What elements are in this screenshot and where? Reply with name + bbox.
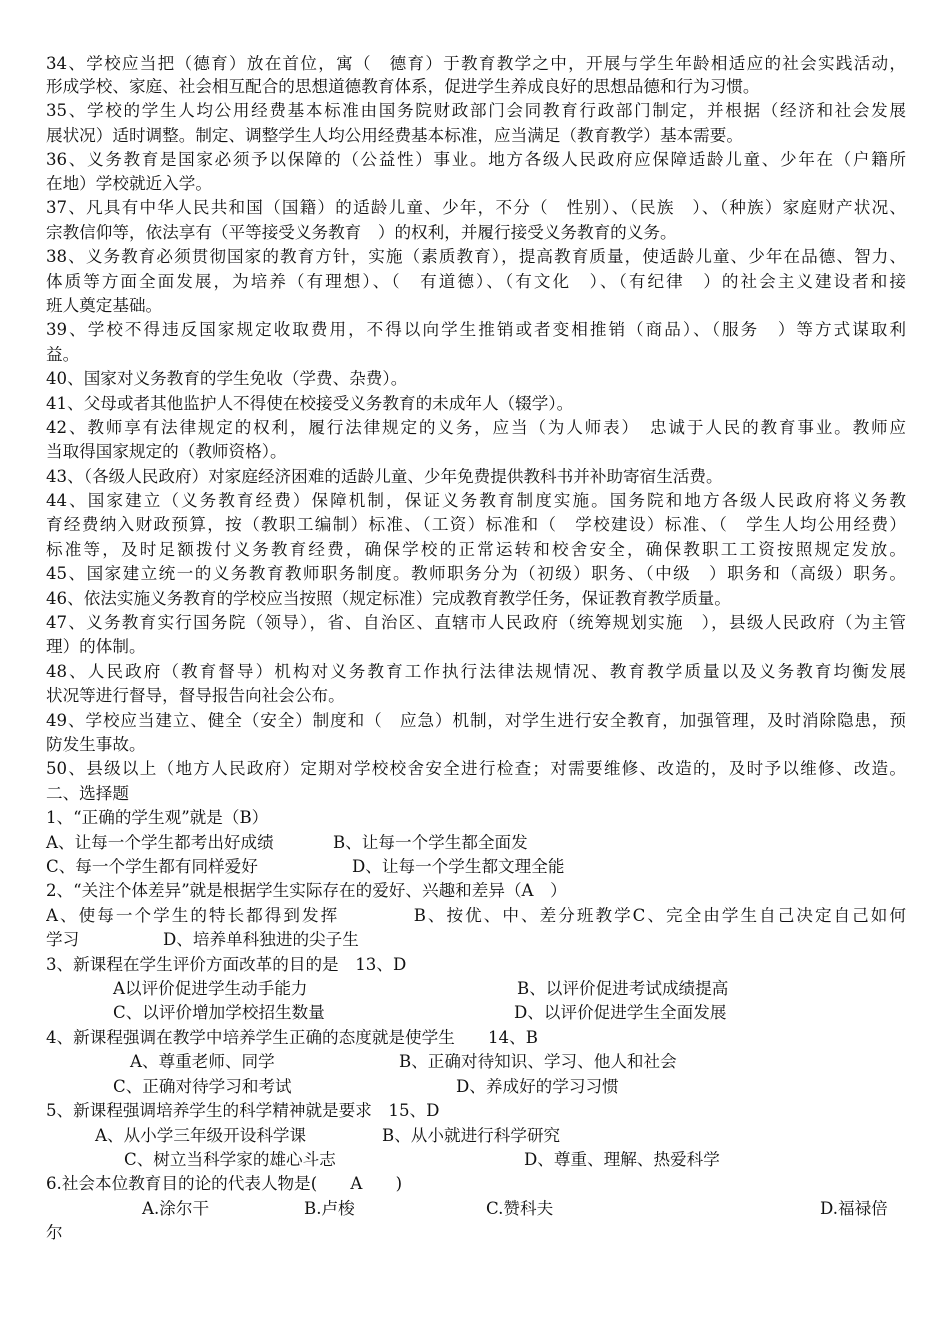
choice-6-option-a: A.涂尔干 — [142, 1199, 210, 1218]
fill-item-45: 45、国家建立统一的义务教育教师职务制度。教师职务分为（初级）职务、（中级 ）职务和（高级）职务。 — [46, 564, 906, 583]
choice-3-option-a: A以评价促进学生动手能力 — [113, 979, 308, 998]
choice-2-continuation: 学习 — [46, 930, 80, 949]
fill-item-50: 50、县级以上（地方人民政府）定期对学校校舍安全进行检查；对需要维修、改造的，及时予以维修、改造。 — [46, 759, 906, 778]
choice-6-option-c: C.赞科夫 — [486, 1199, 554, 1218]
choice-1-option-d: D、让每一个学生都文理全能 — [352, 857, 565, 876]
fill-item-49-line-1: 49、学校应当建立、健全（安全）制度和（ 应急）机制，对学生进行安全教育，加强管理，及时消除隐患，预 — [46, 711, 906, 730]
choice-6-option-d: D.福禄倍 — [820, 1199, 888, 1218]
fill-item-38-line-2: 体质等方面全面发展，为培养（有理想）、（ 有道德）、（有文化 ）、（有纪律 ）的社会主义建设者和接 — [46, 272, 906, 291]
fill-item-48-line-1: 48、人民政府（教育督导）机构对义务教育工作执行法律法规情况、教育教学质量以及义务教育均衡发展 — [46, 662, 906, 681]
choice-3-stem: 3、新课程在学生评价方面改革的目的是 13、D — [46, 955, 407, 974]
fill-item-34-line-1: 34、学校应当把（德育）放在首位，寓（ 德育）于教育教学之中，开展与学生年龄相适应的社会实践活动， — [46, 54, 906, 73]
fill-item-49-line-2: 防发生事故。 — [46, 735, 146, 754]
choice-3-option-b: B、以评价促进考试成绩提高 — [517, 979, 729, 998]
choice-4-option-d: D、养成好的学习习惯 — [456, 1077, 619, 1096]
fill-item-47-line-2: 理）的体制。 — [46, 637, 146, 656]
fill-item-44-line-2: 育经费纳入财政预算，按（教职工编制）标准、（工资）标准和（ 学校建设）标准、（ 学生人均公用经费） — [46, 515, 906, 534]
fill-item-48-line-2: 状况等进行督导，督导报告向社会公布。 — [46, 686, 345, 705]
fill-item-46: 46、依法实施义务教育的学校应当按照（规定标准）完成教育教学任务，保证教育教学质量。 — [46, 589, 731, 608]
choice-5-option-d: D、尊重、理解、热爱科学 — [524, 1150, 720, 1169]
choice-4-option-a: A、尊重老师、同学 — [130, 1052, 275, 1071]
choice-1-option-a: A、让每一个学生都考出好成绩 — [46, 833, 274, 852]
fill-item-37-line-2: 宗教信仰等，依法享有（平等接受义务教育 ）的权利，并履行接受义务教育的义务。 — [46, 223, 677, 242]
fill-item-34-line-2: 形成学校、家庭、社会相互配合的思想道德教育体系，促进学生养成良好的思想品德和行为习惯。 — [46, 77, 760, 96]
fill-item-44-line-3: 标准等，及时足额拨付义务教育经费，确保学校的正常运转和校舍安全，确保教职工工资按照规定发放。 — [46, 540, 906, 559]
fill-item-40: 40、国家对义务教育的学生免收（学费、杂费）。 — [46, 369, 408, 388]
fill-item-37-line-1: 37、凡具有中华人民共和国（国籍）的适龄儿童、少年，不分（ 性别）、（民族 ）、（种族）家庭财产状况、 — [46, 198, 906, 217]
choice-5-option-a: A、从小学三年级开设科学课 — [95, 1126, 307, 1145]
choice-6-stem: 6.社会本位教育目的论的代表人物是( A ) — [46, 1174, 403, 1193]
choice-3-option-d: D、以评价促进学生全面发展 — [514, 1003, 727, 1022]
choice-1-stem: 1、“正确的学生观”就是（B） — [46, 808, 269, 827]
fill-item-39-line-2: 益。 — [46, 345, 80, 364]
fill-item-42-line-1: 42、教师享有法律规定的权利，履行法律规定的义务，应当（为人师表） 忠诚于人民的教育事业。教师应 — [46, 418, 906, 437]
choice-4-stem: 4、新课程强调在教学中培养学生正确的态度就是使学生 14、B — [46, 1028, 538, 1047]
choice-2-stem: 2、“关注个体差异”就是根据学生实际存在的爱好、兴趣和差异（A ） — [46, 881, 567, 900]
choice-4-option-b: B、正确对待知识、学习、他人和社会 — [399, 1052, 677, 1071]
choice-2-options-line-1: A、使每一个学生的特长都得到发挥 B、按优、中、差分班教学C、完全由学生自己决定自己如何 — [46, 906, 906, 925]
choice-1-option-b: B、让每一个学生都全面发 — [333, 833, 528, 852]
choice-4-option-c: C、正确对待学习和考试 — [113, 1077, 292, 1096]
choice-1-option-c: C、每一个学生都有同样爱好 — [46, 857, 258, 876]
section-title: 二、选择题 — [46, 784, 129, 803]
fill-item-36-line-1: 36、义务教育是国家必须予以保障的（公益性）事业。地方各级人民政府应保障适龄儿童、少年在（户籍所 — [46, 150, 906, 169]
fill-item-38-line-1: 38、义务教育必须贯彻国家的教育方针，实施（素质教育），提高教育质量，使适龄儿童、少年在品德、智力、 — [46, 247, 906, 266]
fill-item-43: 43、（各级人民政府）对家庭经济困难的适龄儿童、少年免费提供教科书并补助寄宿生活费。 — [46, 467, 723, 486]
fill-item-41: 41、父母或者其他监护人不得使在校接受义务教育的未成年人（辍学）。 — [46, 394, 574, 413]
fill-item-42-line-2: 当取得国家规定的（教师资格）。 — [46, 442, 287, 461]
choice-5-stem: 5、新课程强调培养学生的科学精神就是要求 15、D — [46, 1101, 440, 1120]
choice-5-option-c: C、树立当科学家的雄心斗志 — [124, 1150, 336, 1169]
choice-2-option-d: D、培养单科独进的尖子生 — [163, 930, 359, 949]
fill-item-44-line-1: 44、国家建立（义务教育经费）保障机制，保证义务教育制度实施。国务院和地方各级人民政府将义务教 — [46, 491, 906, 510]
choice-3-option-c: C、以评价增加学校招生数量 — [113, 1003, 325, 1022]
fill-item-35-line-1: 35、学校的学生人均公用经费基本标准由国务院财政部门会同教育行政部门制定，并根据（经济和社会发展 — [46, 101, 906, 120]
choice-6-option-d-continuation: 尔 — [46, 1223, 63, 1242]
choice-6-option-b: B.卢梭 — [304, 1199, 355, 1218]
fill-item-36-line-2: 在地）学校就近入学。 — [46, 174, 212, 193]
fill-item-38-line-3: 班人奠定基础。 — [46, 296, 163, 315]
fill-item-47-line-1: 47、义务教育实行国务院（领导），省、自治区、直辖市人民政府（统筹规划实施 ），县级人民政府（为主管 — [46, 613, 906, 632]
fill-item-39-line-1: 39、学校不得违反国家规定收取费用，不得以向学生推销或者变相推销（商品）、（服务 ）等方式谋取利 — [46, 320, 906, 339]
fill-item-35-line-2: 展状况）适时调整。制定、调整学生人均公用经费基本标准，应当满足（教育教学）基本需要。 — [46, 126, 743, 145]
choice-5-option-b: B、从小就进行科学研究 — [382, 1126, 561, 1145]
